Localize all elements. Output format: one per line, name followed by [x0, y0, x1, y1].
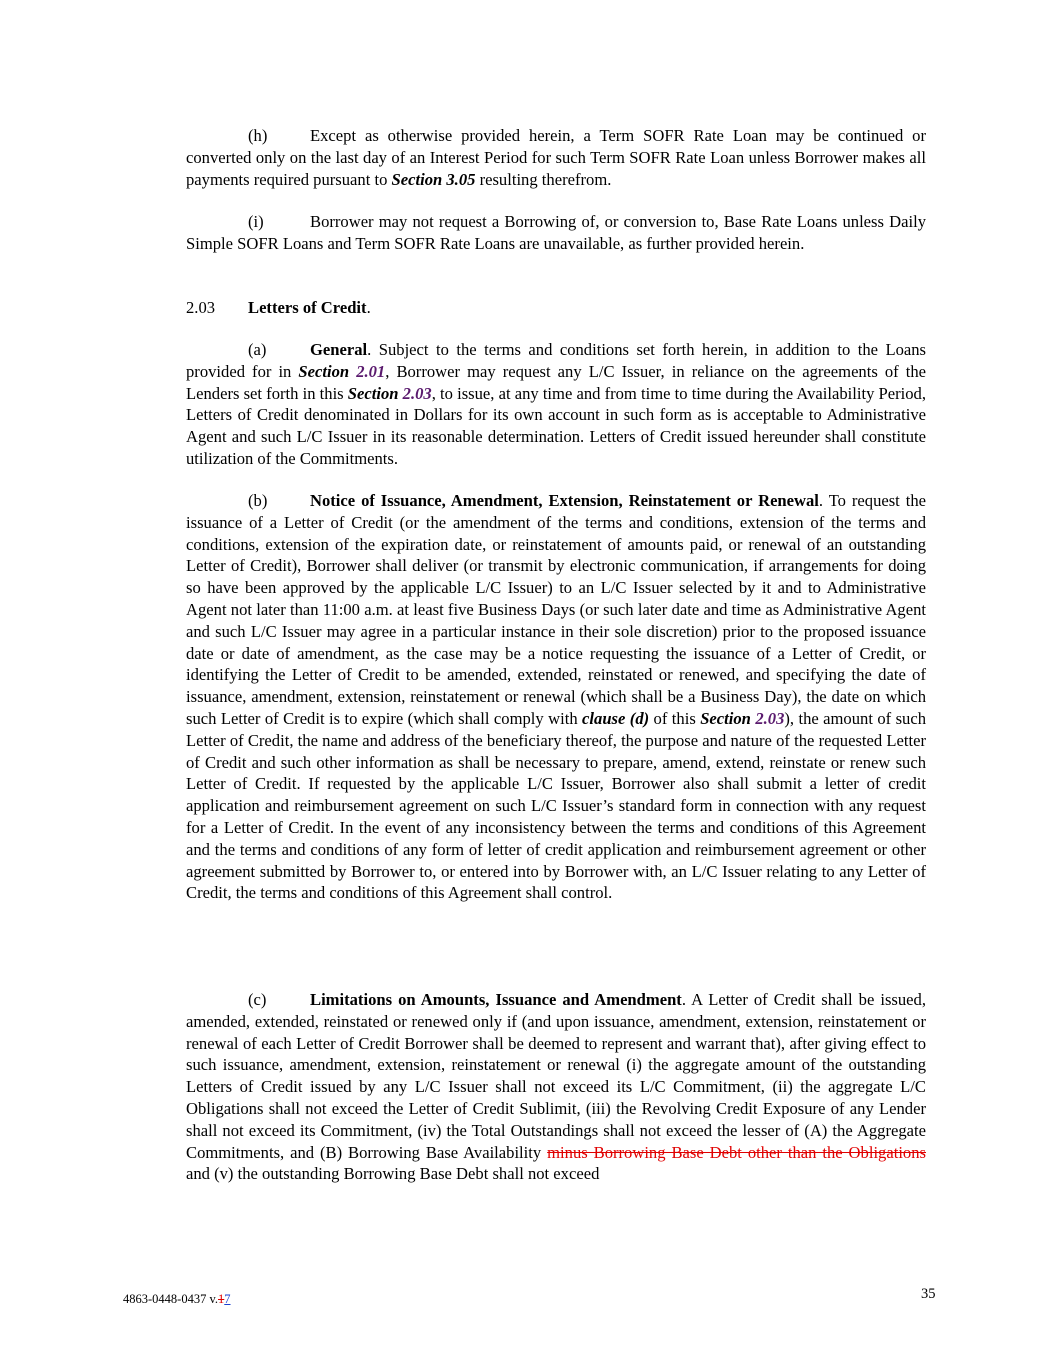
paragraph-text: Borrower may not request a Borrowing of, or conversion to, Base Rate Loans unless Daily Simple SOFR Loans and Term SOFR Rate Loans are unavailable, as further provided herein. — [186, 212, 926, 253]
clause-reference: clause (d) — [582, 708, 650, 728]
paragraph-heading: Notice of Issuance, Amendment, Extension, Reinstatement or Renewal — [310, 491, 819, 510]
paragraph-heading: Limitations on Amounts, Issuance and Amendment — [310, 990, 682, 1009]
paragraph-text: . A Letter of Credit shall be issued, amended, extended, reinstated or renewed only if (and upon issuance, amendment, extension, reinstatement or renewal of each Letter of Credit Borrower shall be deemed to represent and warrant that), after giving effect to such issuance, amendment, extension, reinstatement or renewal (i) the aggregate amount of the outstanding Letters of Credit issued by any L/C Issuer shall not exceed its L/C Commitment, (ii) the aggregate L/C Obligations shall not exceed the Letter of Credit Sublimit, (iii) the Revolving Credit Exposure of any Lender shall not exceed its Commitment, (iv) the Total Outstandings shall not exceed the lesser of (A) the Aggregate Commitments, and (B) Borrowing Base Availability — [186, 990, 926, 1162]
paragraph-i — [186, 211, 926, 255]
paragraph-text: Except as otherwise provided herein, a Term SOFR Rate Loan may be continued or converted only on the last day of an Interest Period for such Term SOFR Rate Loan unless Borrower makes all payments required pursuant to — [186, 126, 926, 189]
section-number: 2.03 — [186, 298, 216, 317]
document-id — [123, 1292, 231, 1307]
document-id-prefix: 4863-0448-0437 v. — [123, 1292, 219, 1306]
section-reference: Section 2.03 — [700, 708, 785, 728]
section-period: . — [366, 298, 371, 317]
paragraph-c — [186, 989, 926, 1185]
paragraph-text: , to issue, at any time and from time to time during the Availability Period, Letters of Credit denominated in Dollars for its own account in such form as is acceptable to Administrative Agent and such L/C Issuer in its reasonable determination. Letters of Credit issued hereunder shall constitute utilization of the Commitments. — [186, 383, 926, 468]
paragraph-h — [186, 125, 926, 190]
section-heading — [186, 297, 371, 319]
paragraph-text: . Subject to the terms and conditions set forth herein, in addition to the Loans provided for in — [186, 340, 926, 381]
paragraph-label: (a) — [248, 340, 267, 359]
paragraph-text: . To request the issuance of a Letter of Credit (or the amendment of the terms and conditions, extension of the terms and conditions, extension of the expiration date, or reinstatement of amounts paid, or renewal of an outstanding Letter of Credit), Borrower shall deliver (or transmit by electronic communication, if arrangements for doing so have been approved by the applicable L/C Issuer) to an L/C Issuer selected by it and to Administrative Agent not later than 11:00 a.m. at least five Business Days (or such later date and time as Administrative Agent and such L/C Issuer may agree in a particular instance in their sole discretion) prior to the proposed issuance date or date of amendment, as the case may be a notice requesting the issuance of a Letter of Credit, or identifying the Letter of Credit to be amended, extended, reinstated or renewed, and specifying the date of issuance, amendment, extension, reinstatement or renewal (which shall be a Business Day), the date on which such Letter of Credit is to expire (which shall comply with — [186, 491, 926, 728]
deleted-text: minus Borrowing Base Debt other than the Obligations — [547, 1142, 926, 1162]
paragraph-label: (i) — [248, 212, 264, 231]
paragraph-text: of this — [649, 708, 701, 728]
page-number: 35 — [921, 1286, 936, 1302]
section-reference: Section 2.03 — [347, 383, 432, 403]
deleted-version: 1 — [218, 1292, 225, 1306]
paragraph-label: (b) — [248, 491, 268, 510]
paragraph-b — [186, 490, 926, 904]
section-title: Letters of Credit — [248, 298, 367, 317]
section-reference: Section 2.01 — [298, 361, 386, 381]
paragraph-a — [186, 339, 926, 470]
paragraph-text: , Borrower may request any L/C Issuer, in reliance on the agreements of the Lenders set forth in this — [186, 361, 927, 403]
paragraph-text: ), the amount of such Letter of Credit, the name and address of the beneficiary thereof, the purpose and nature of the requested Letter of Credit and such other information as shall be necessary to prepare, amend, extend, reinstate or renew such Letter of Credit. If requested by the applicable L/C Issuer, Borrower also shall submit a letter of credit application and reimbursement agreement on such L/C Issuer’s standard form in connection with any request for a Letter of Credit. In the event of any inconsistency between the terms and conditions of this Agreement and the terms and conditions of any form of letter of credit application and reimbursement agreement or other agreement submitted by Borrower to, or entered into by Borrower with, an L/C Issuer relating to any Letter of Credit, the terms and conditions of this Agreement shall control. — [186, 708, 926, 903]
inserted-version: 7 — [224, 1292, 231, 1306]
paragraph-label: (c) — [248, 990, 267, 1009]
paragraph-heading: General — [310, 340, 368, 359]
paragraph-label: (h) — [248, 126, 268, 145]
paragraph-text: resulting therefrom. — [475, 169, 612, 189]
paragraph-text: and (v) the outstanding Borrowing Base Debt shall not exceed — [186, 1164, 600, 1184]
section-reference: Section 3.05 — [391, 169, 476, 189]
